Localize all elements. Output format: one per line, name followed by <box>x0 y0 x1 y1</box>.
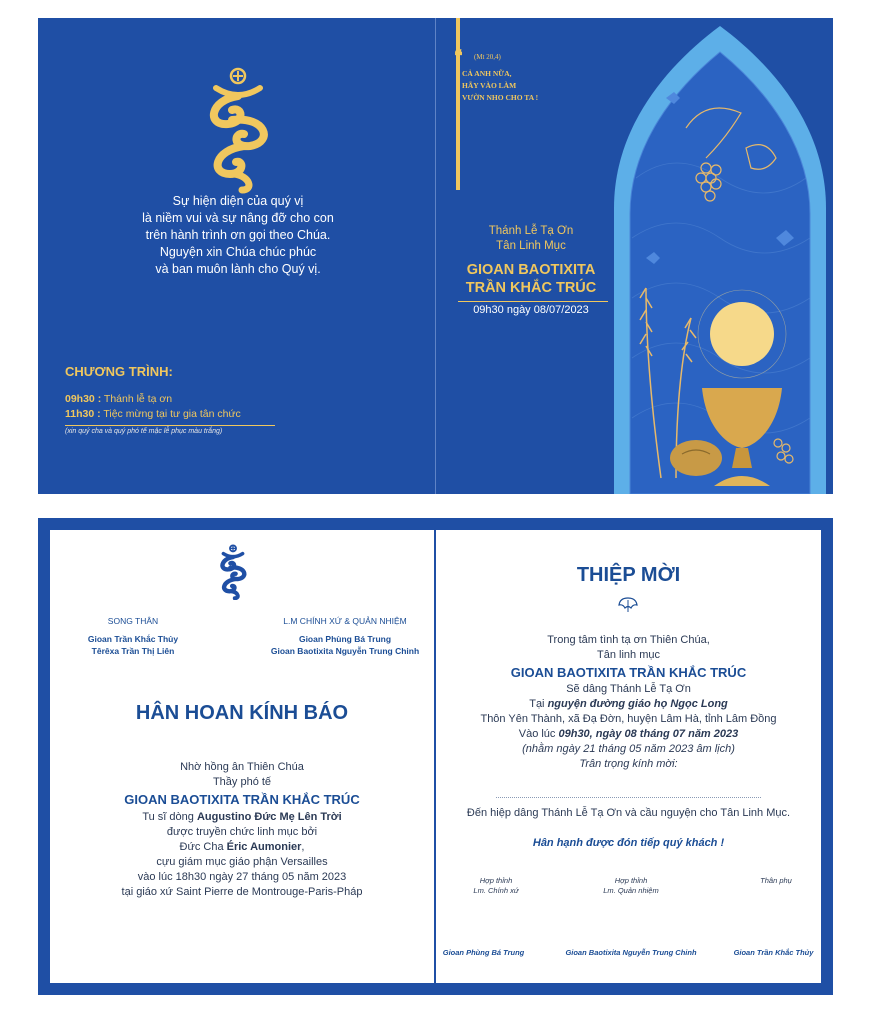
chalice-arch-illustration <box>606 18 833 494</box>
inside-card <box>38 518 833 995</box>
cover-right-panel <box>436 18 833 494</box>
pastors-names: Gioan Phùng Bá Trung Gioan Baotixita Nguyễn Trung Chinh <box>270 634 420 656</box>
message-line: Sự hiện diện của quý vị <box>172 194 304 208</box>
invitation-title: THIỆP MỜI <box>576 564 681 586</box>
dress-note: (xin quý cha và quý phó tế mặc lễ phục màu trắng) <box>65 428 223 435</box>
message-line: là niềm vui và sự nâng đỡ cho con <box>142 211 334 225</box>
mass-title: Thánh Lễ Tạ Ơn Tân Linh Mục <box>488 225 574 252</box>
vine-logo-icon <box>188 66 288 194</box>
message-line: Nguyện xin Chúa chúc phúc <box>159 245 317 259</box>
signature-name: Gioan Phùng Bá Trung <box>442 948 525 957</box>
quote-mark-icon: ❝ <box>454 48 463 65</box>
parents-label: SONG THÂN <box>107 616 159 626</box>
parents-names: Gioan Trần Khắc Thủy Têrêxa Trần Thị Liên <box>87 634 179 656</box>
signature-label: Hợp thỉnh Lm. Chính xứ <box>473 876 519 895</box>
program-list <box>65 392 241 422</box>
program-title: CHƯƠNG TRÌNH: <box>65 364 173 379</box>
signature-label: Thân phụ <box>760 876 792 885</box>
program-item: 11h30 : Tiệc mừng tại tư gia tân chức <box>65 408 241 420</box>
mass-datetime: 09h30 ngày 08/07/2023 <box>473 304 589 316</box>
gold-bar <box>456 18 460 190</box>
time-line: Vào lúc 09h30, ngày 08 tháng 07 năm 2023 <box>518 728 739 740</box>
quote-text: CẢ ANH NỮA, HÃY VÀO LÀM VƯỜN NHO CHO TA ! <box>462 69 539 102</box>
signature-label: Hợp thỉnh Lm. Quản nhiệm <box>603 876 659 895</box>
pastors-label: L.M CHÍNH XỨ & QUẢN NHIỆM <box>283 616 407 626</box>
program-item: 09h30 : Thánh lễ tạ ơn <box>65 393 173 405</box>
priest-name: GIOAN BAOTIXITA TRẦN KHẮC TRÚC <box>465 262 597 296</box>
quote-reference: (Mt 20,4) <box>474 53 501 61</box>
signature-name: Gioan Trần Khắc Thủy <box>733 948 814 957</box>
invitation-body: Trong tâm tình tạ ơn Thiên Chúa, Tân linh mục GIOAN BAOTIXITA TRẦN KHẮC TRÚC Sẽ dâng Thánh Lễ Tạ Ơn Tại nguyện đường giáo họ Ngọc Long Thôn Yên Thành, xã Đạ Đờn, huyện Lâm Hà, tỉnh Lâm Đồng Vào lúc 09h30, ngày 08 tháng 07 năm 2023 (nhằm ngày 21 tháng 05 năm 2023 âm lịch) Trân trọng kính mời: <box>436 633 821 772</box>
message-line: và ban muôn lành cho Quý vị. <box>155 262 321 276</box>
place-line: Tại nguyện đường giáo họ Ngọc Long <box>529 698 728 710</box>
welcome-text: Hân hạnh được đón tiếp quý khách ! <box>532 837 725 849</box>
deacon-name: GIOAN BAOTIXITA TRẦN KHẮC TRÚC <box>124 792 360 807</box>
title-divider <box>458 301 608 302</box>
dotted-line <box>496 797 761 798</box>
attend-text: Đến hiệp dâng Thánh Lễ Tạ Ơn và cầu nguyện cho Tân Linh Mục. <box>466 807 791 819</box>
signature-name: Gioan Baotixita Nguyễn Trung Chinh <box>565 948 697 957</box>
announcement-page <box>50 530 434 983</box>
vine-logo-icon <box>211 544 255 600</box>
priest-name: GIOAN BAOTIXITA TRẦN KHẮC TRÚC <box>510 665 747 680</box>
announcement-headline: HÂN HOAN KÍNH BÁO <box>135 702 349 724</box>
message-line: trên hành trình ơn gọi theo Chúa. <box>145 228 331 242</box>
order-line: Tu sĩ dòng Augustino Đức Mẹ Lên Trời <box>142 811 342 823</box>
program-divider <box>65 425 275 426</box>
invitation-page <box>436 530 821 983</box>
cover-left-panel <box>38 18 435 494</box>
bishop-line: Đức Cha Éric Aumonier, <box>179 841 305 853</box>
thanks-message <box>98 193 378 278</box>
grape-leaf-icon <box>617 596 639 614</box>
announcement-body: Nhờ hồng ân Thiên Chúa Thầy phó tế GIOAN BAOTIXITA TRẦN KHẮC TRÚC Tu sĩ dòng Augustino Đức Mẹ Lên Trời được truyền chức linh mục bởi Đức Cha Éric Aumonier, cựu giám mục giáo phận Versailles vào lúc 18h30 ngày 27 tháng 05 năm 2023 tại giáo xứ Saint Pierre de Montrouge-Paris-Pháp <box>50 760 434 900</box>
